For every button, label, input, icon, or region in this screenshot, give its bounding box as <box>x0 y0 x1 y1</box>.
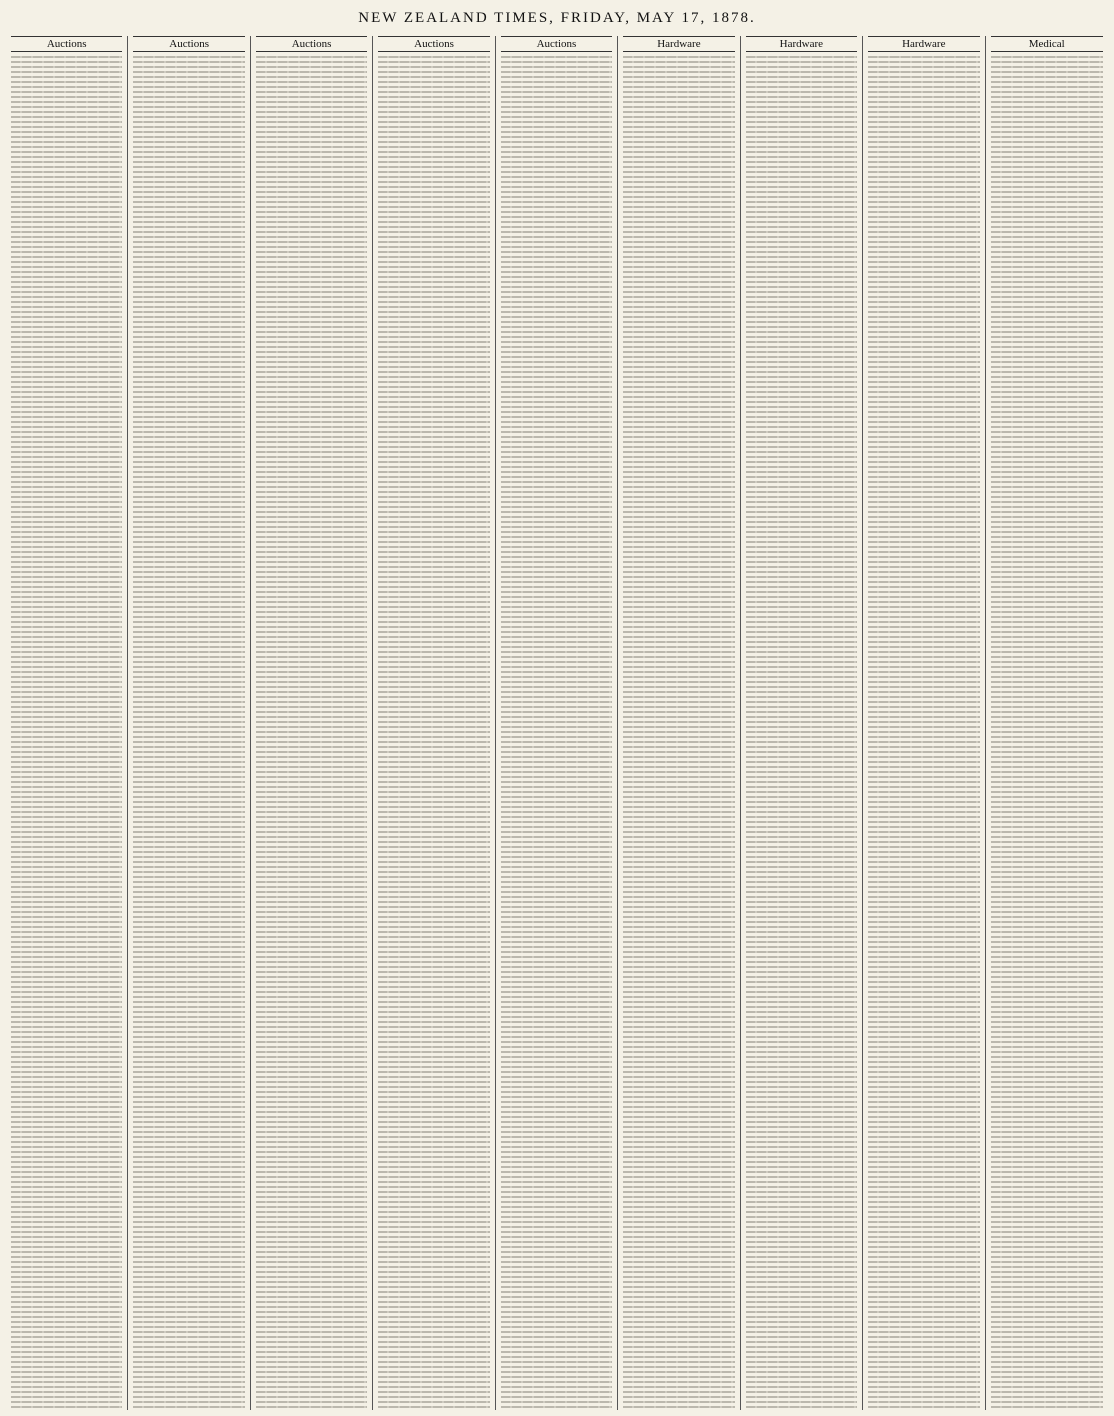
ad-text-block <box>868 56 979 1410</box>
column-5 <box>496 36 618 1410</box>
masthead-title: NEW ZEALAND TIMES, FRIDAY, MAY 17, 1878. <box>358 10 756 26</box>
ad-text-block <box>256 56 367 1410</box>
column-heading: Hardware <box>623 36 734 52</box>
column-heading: Auctions <box>11 36 122 52</box>
ad-text-block <box>623 56 734 1410</box>
column-9 <box>986 36 1108 1410</box>
page-columns <box>6 36 1108 1410</box>
column-heading: Hardware <box>746 36 857 52</box>
column-heading: Auctions <box>378 36 489 52</box>
ad-text-block <box>746 56 857 1410</box>
ad-text-block <box>133 56 244 1410</box>
column-7 <box>741 36 863 1410</box>
column-4 <box>373 36 495 1410</box>
ad-text-block <box>991 56 1103 1410</box>
column-8 <box>863 36 985 1410</box>
ad-text-block <box>11 56 122 1410</box>
column-heading: Medical <box>991 36 1103 52</box>
ad-text-block <box>501 56 612 1410</box>
column-heading: Hardware <box>868 36 979 52</box>
column-heading: Auctions <box>501 36 612 52</box>
column-heading: Auctions <box>133 36 244 52</box>
column-3 <box>251 36 373 1410</box>
column-1 <box>6 36 128 1410</box>
column-6 <box>618 36 740 1410</box>
masthead <box>0 0 1114 36</box>
column-heading: Auctions <box>256 36 367 52</box>
ad-text-block <box>378 56 489 1410</box>
column-2 <box>128 36 250 1410</box>
